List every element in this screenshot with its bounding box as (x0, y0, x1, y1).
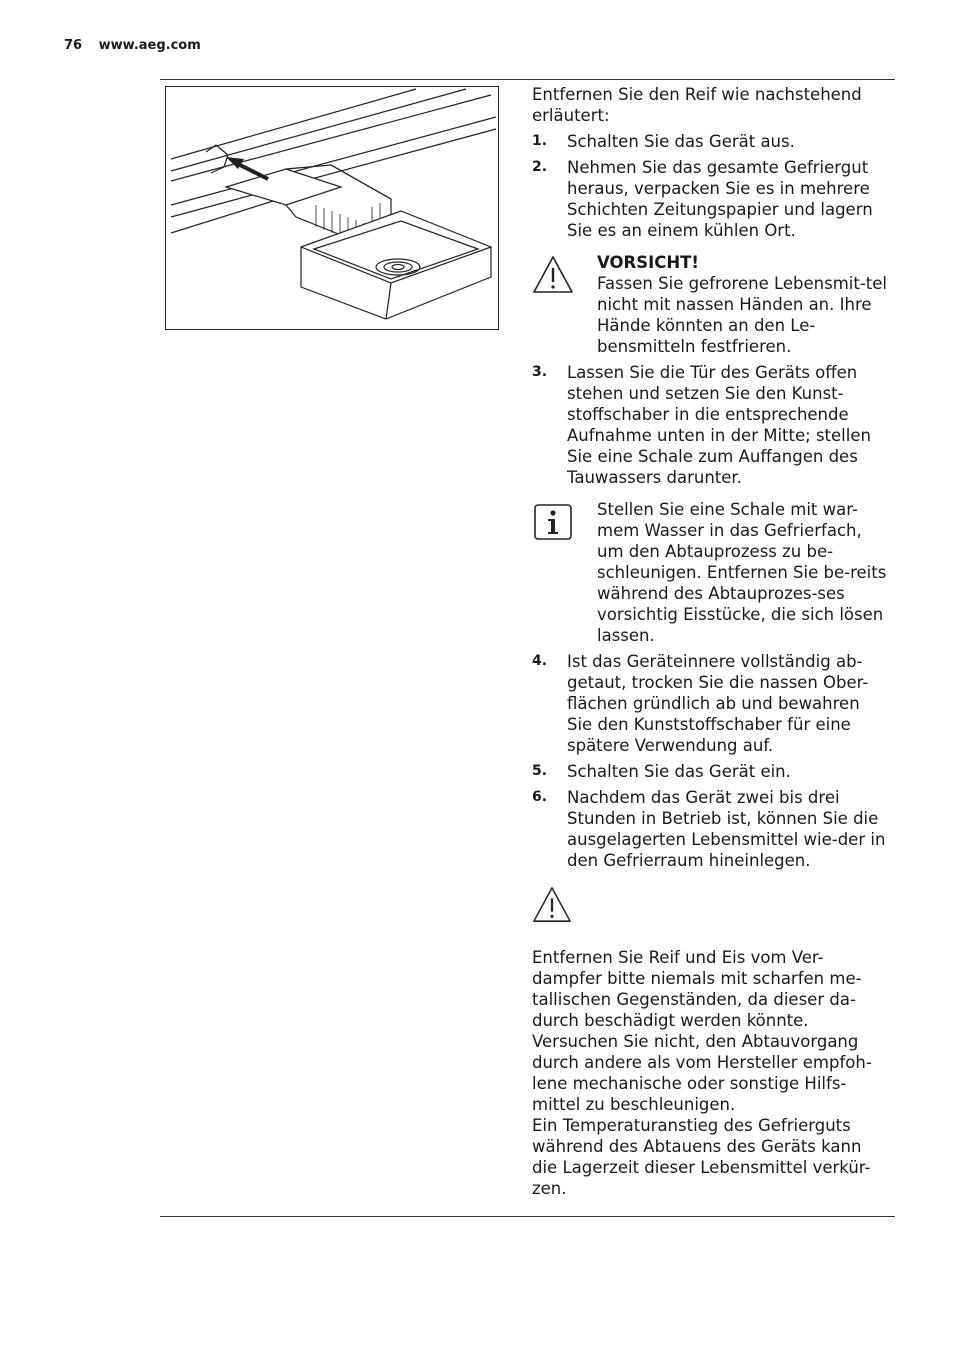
step-text: Lassen Sie die Tür des Geräts offen stehen und setzen Sie den Kunst-stoffschaber in die entsprechende Aufnahme unten in der Mitte; stellen Sie eine Schale zum Auffangen des Tauwassers darunter. (567, 363, 871, 487)
intro-text: Entfernen Sie den Reif wie nachstehend erläutert: (532, 85, 862, 125)
warning-text (532, 947, 888, 1199)
step-number: 1. (532, 133, 548, 149)
warning-triangle-icon (532, 885, 572, 925)
step-item (532, 362, 888, 488)
top-divider (160, 79, 895, 80)
caution-text: Fassen Sie gefrorene Lebensmit-tel nicht mit nassen Händen an. Ihre Hände könnten an den Le-bensmitteln festfrieren. (597, 274, 887, 356)
info-text: Stellen Sie eine Schale mit war-mem Wasser in das Gefrierfach, um den Abtauprozess zu be-schleunigen. Entfernen Sie be-reits während des Abtauprozes-ses vorsichtig Eisstücke, die sich lösen lassen. (597, 500, 887, 645)
step-item (532, 761, 888, 782)
step-number: 6. (532, 789, 548, 805)
caution-notice (532, 252, 888, 357)
instructions-column (532, 84, 888, 1199)
caution-title: VORSICHT! (597, 253, 699, 272)
step-text: Schalten Sie das Gerät ein. (567, 762, 791, 781)
warning-triangle-icon (532, 254, 574, 296)
step-item (532, 131, 888, 152)
step-text: Ist das Geräteinnere vollständig ab-getaut, trocken Sie die nassen Ober-flächen gründlich ab und bewahren Sie den Kunststoffschaber für eine spätere Verwendung auf. (567, 652, 869, 755)
step-text: Schalten Sie das Gerät aus. (567, 132, 795, 151)
step-text: Nehmen Sie das gesamte Gefriergut heraus, verpacken Sie es in mehrere Schichten Zeitungspapier und lagern Sie es an einem kühlen Ort. (567, 158, 873, 240)
step-number: 4. (532, 653, 548, 669)
info-notice (532, 499, 888, 646)
bottom-divider (160, 1216, 895, 1217)
scraper-tray-drawing (166, 87, 498, 329)
site-url: www.aeg.com (98, 38, 201, 53)
step-item (532, 787, 888, 871)
warning-notice (532, 885, 888, 933)
step-text: Nachdem das Gerät zwei bis drei Stunden in Betrieb ist, können Sie die ausgelagerten Lebensmittel wie-der in den Gefrierraum hineinlegen. (567, 788, 886, 870)
info-icon (532, 501, 574, 543)
warning-paragraph: Versuchen Sie nicht, den Abtauvorgang durch andere als vom Hersteller empfoh-lene mechanische oder sonstige Hilfs-mittel zu beschleunigen. (532, 1032, 872, 1114)
warning-paragraph: Ein Temperaturanstieg des Gefrierguts während des Abtauens des Geräts kann die Lagerzeit dieser Lebensmittel verkür-zen. (532, 1116, 871, 1198)
step-number: 5. (532, 763, 548, 779)
step-item (532, 651, 888, 756)
step-number: 3. (532, 364, 548, 380)
warning-paragraph: Entfernen Sie Reif und Eis vom Ver-dampfer bitte niemals mit scharfen me-tallischen Gegenständen, da dieser da-durch beschädigt werden könnte. (532, 948, 862, 1030)
step-number: 2. (532, 159, 548, 175)
page-header (64, 38, 201, 53)
step-item (532, 157, 888, 241)
defrost-illustration (165, 86, 499, 330)
page-number: 76 (64, 38, 83, 53)
